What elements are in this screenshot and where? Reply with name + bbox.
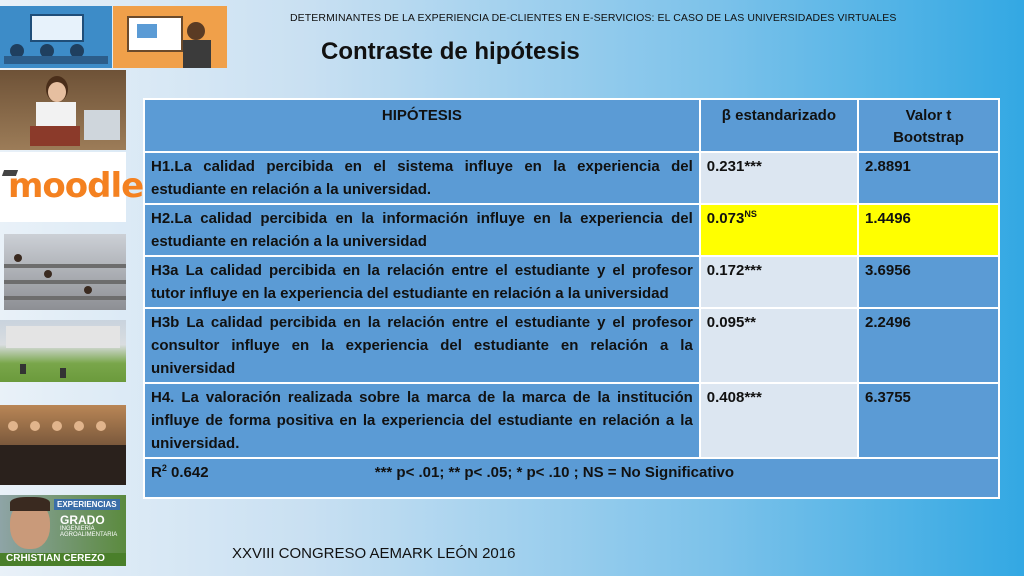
student-with-books-photo bbox=[0, 70, 126, 150]
experiencias-badge: EXPERIENCIAS bbox=[54, 499, 120, 510]
moodle-logo: moodle bbox=[0, 152, 126, 222]
hypothesis-text: H4. La valoración realizada sobre la marca de la marca de la institución influye de forma positiva en la experiencia del estudiante en relación a la universidad. bbox=[144, 383, 700, 458]
header-beta: β estandarizado bbox=[700, 99, 858, 152]
r2-label: R bbox=[151, 464, 162, 481]
hypothesis-text: H2.La calidad percibida en la información influye en la experiencia del estudiante en relación a la universidad bbox=[144, 204, 700, 256]
tvalue: 1.4496 bbox=[858, 204, 999, 256]
degree-label: INGENIERÍA AGROALIMENTARIA bbox=[60, 526, 118, 538]
r2-value: 0.642 bbox=[171, 464, 209, 481]
tvalue: 3.6956 bbox=[858, 256, 999, 308]
tvalue: 2.2496 bbox=[858, 308, 999, 383]
beta-value: 0.172*** bbox=[700, 256, 858, 308]
presentation-illustration-image bbox=[113, 6, 227, 68]
table-row bbox=[144, 383, 999, 458]
header-tvalue-line2: Bootstrap bbox=[893, 129, 964, 146]
beta-value: 0.408*** bbox=[700, 383, 858, 458]
hypothesis-table bbox=[143, 98, 1000, 499]
classroom-illustration-image bbox=[0, 6, 112, 68]
congress-footer: XXVIII CONGRESO AEMARK LEÓN 2016 bbox=[232, 545, 516, 562]
hypothesis-text: H3a La calidad percibida en la relación entre el estudiante y el profesor tutor influye en la experiencia del estudiante en relación a la universidad bbox=[144, 256, 700, 308]
header-hypothesis: HIPÓTESIS bbox=[144, 99, 700, 152]
header-tvalue bbox=[858, 99, 999, 152]
student-testimonial-photo bbox=[0, 495, 126, 566]
beta-value: 0.095** bbox=[700, 308, 858, 383]
hypothesis-text: H3b La calidad percibida en la relación entre el estudiante y el profesor consultor influye en la experiencia del estudiante en relación a la universidad bbox=[144, 308, 700, 383]
table-row bbox=[144, 152, 999, 204]
table-row bbox=[144, 256, 999, 308]
lecture-hall-photo bbox=[4, 234, 126, 310]
beta-value: 0.231*** bbox=[700, 152, 858, 204]
slide-title: Contraste de hipótesis bbox=[321, 38, 580, 65]
tvalue: 6.3755 bbox=[858, 383, 999, 458]
significance-note: *** p< .01; ** p< .05; * p< .10 ; NS = No Significativo bbox=[374, 464, 735, 481]
person-name-label: CRHISTIAN CEREZO bbox=[0, 553, 126, 566]
beta-value: $0.073^{NS}$ bbox=[700, 204, 858, 256]
slide-top-caption: DETERMINANTES DE LA EXPERIENCIA DE-CLIENTES EN E-SERVICIOS: EL CASO DE LAS UNIVERSIDADES VIRTUALES bbox=[290, 12, 897, 24]
grado-label: GRADO bbox=[60, 513, 105, 527]
r2-and-significance bbox=[144, 458, 999, 498]
tvalue: 2.8891 bbox=[858, 152, 999, 204]
hypothesis-text: H1.La calidad percibida en el sistema influye en la experiencia del estudiante en relación a la universidad. bbox=[144, 152, 700, 204]
table-row bbox=[144, 308, 999, 383]
table-footer-row bbox=[144, 458, 999, 498]
campus-lawn-photo bbox=[0, 320, 126, 382]
header-tvalue-line1: Valor t bbox=[905, 107, 952, 124]
table-row bbox=[144, 204, 999, 256]
graduation-group-photo bbox=[0, 405, 126, 485]
beta-superscript: NS bbox=[744, 209, 757, 219]
r2-superscript: 2 bbox=[161, 463, 167, 473]
table-header-row bbox=[144, 99, 999, 152]
